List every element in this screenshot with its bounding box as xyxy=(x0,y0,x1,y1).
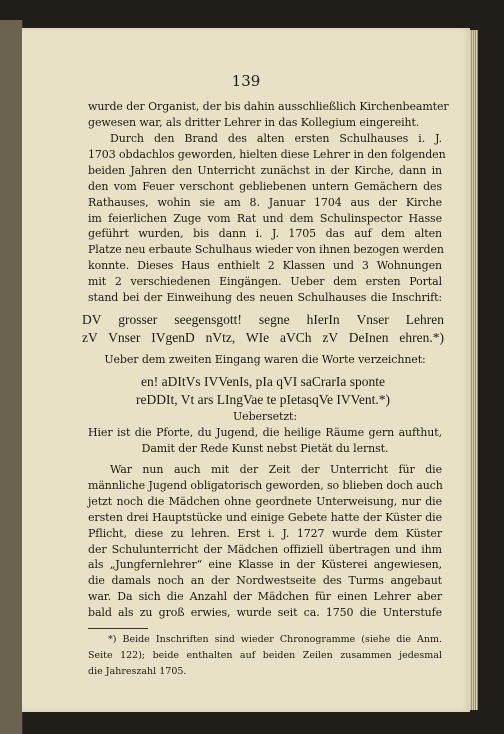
text-line: mit 2 verschiedenen Eingängen. Ueber dem ersten Portal xyxy=(88,275,442,289)
text-line: Rathauses, wohin sie am 8. Januar 1704 aus der Kirche xyxy=(88,195,442,209)
text-line: jetzt noch die Mädchen ohne geordnete Unterweisung, nur die xyxy=(88,494,442,508)
text-line: die damals noch an der Nordwestseite des Turms angebaut xyxy=(88,574,442,588)
text-line: wurde der Organist, der bis dahin ausschließlich Kirchenbeamter xyxy=(88,100,449,113)
footnote-line: Seite 122); beide enthalten auf beiden Zeilen zusammen jedesmal xyxy=(88,650,442,661)
book-page xyxy=(22,28,470,712)
text-line: stand bei der Einweihung des neuen Schulhauses die Inschrift: xyxy=(88,291,442,305)
text-line: ersten drei Hauptstücke und einige Gebete hatte der Küster die xyxy=(88,510,442,524)
text-line: männliche Jugend obligatorisch geworden, so blieben doch auch xyxy=(88,478,443,492)
translation-line: Damit der Rede Kunst nebst Pietät du lernst. xyxy=(141,441,389,455)
inscription-line: en! aDItVs IVVenIs, pIa qVI saCrarIa sponte xyxy=(140,374,386,390)
text-line: war. Da sich die Anzahl der Mädchen für einen Lehrer aber xyxy=(88,590,442,604)
page-number: 139 xyxy=(231,72,261,90)
text-line: konnte. Dieses Haus enthielt 2 Klassen und 3 Wohnungen xyxy=(88,259,442,273)
text-line: den vom Feuer verschont gebliebenen untern Gemächern des xyxy=(88,179,442,193)
footnote-line: die Jahreszahl 1705. xyxy=(88,666,187,677)
footnote-rule xyxy=(88,628,148,629)
text-line: geführt wurden, bis dann i. J. 1705 das auf dem alten xyxy=(88,227,442,241)
text-line: 1703 obdachlos geworden, hielten diese Lehrer in den folgenden xyxy=(88,147,446,161)
text-line: der Schulunterricht der Mädchen offiziell übertragen und ihm xyxy=(88,542,442,556)
text-line: bald als zu groß erwies, wurde seit ca. 1750 die Unterstufe xyxy=(88,606,442,620)
inscription-line: zV Vnser IVgenD nVtz, WIe aVCh zV DeInen ehren.*) xyxy=(82,330,444,346)
text-line: Pflicht, diese zu lehren. Erst i. J. 1727 wurde dem Küster xyxy=(88,526,442,540)
translation-heading: Uebersetzt: xyxy=(233,409,297,423)
text-line: gewesen war, als dritter Lehrer in das Kollegium eingereiht. xyxy=(88,115,420,129)
text-line: Platze neu erbaute Schulhaus wieder von ihnen bezogen werden xyxy=(88,243,444,257)
translation-line: Hier ist die Pforte, du Jugend, die heilige Räume gern aufthut, xyxy=(88,425,442,439)
text-line: im feierlichen Zuge vom Rat und dem Schulinspector Hasse xyxy=(88,211,442,225)
text-line: Durch den Brand des alten ersten Schulhauses i. J. xyxy=(110,131,442,145)
text-line: War nun auch mit der Zeit der Unterricht für die xyxy=(110,462,442,476)
text-line: als „Jungfernlehrer“ eine Klasse in der Küsterei angewiesen, xyxy=(88,558,442,572)
second-entrance-line: Ueber dem zweiten Eingang waren die Worte verzeichnet: xyxy=(104,353,426,367)
text-line: beiden Jahren den Unterricht zunächst in der Kirche, dann in xyxy=(88,163,442,177)
footnote-line: *) Beide Inschriften sind wieder Chronogramme (siehe die Anm. xyxy=(108,634,442,645)
inscription-line: DV grosser seegensgott! segne hIerIn Vnser Lehren xyxy=(82,312,444,328)
inscription-line: reDDIt, Vt ars LIngVae te pIetasqVe IVVent.*) xyxy=(136,392,390,408)
previous-page-edge xyxy=(0,20,23,734)
